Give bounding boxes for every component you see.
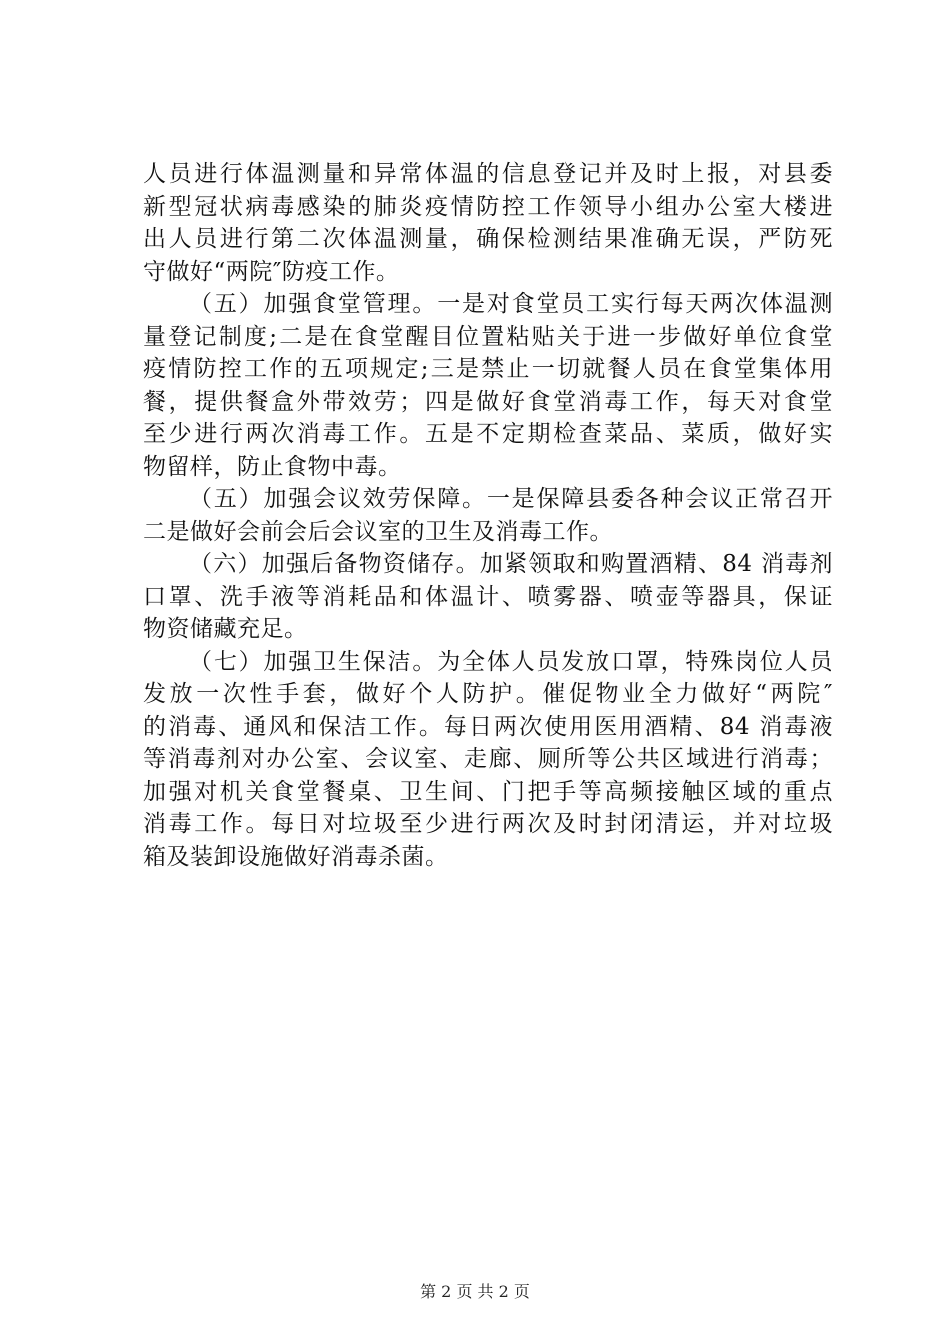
paragraph-line: （六）加强后备物资储存。加紧领取和购置酒精、84 消毒剂 xyxy=(189,551,833,577)
paragraph-line: 发放一次性手套，做好个人防护。催促物业全力做好“两院″ xyxy=(143,681,833,707)
paragraph-line: 口罩、洗手液等消耗品和体温计、喷雾器、喷壶等器具，保证 xyxy=(143,583,833,610)
paragraph-line: 物留样，防止食物中毒。 xyxy=(143,453,402,480)
paragraph-line: （五）加强食堂管理。一是对食堂员工实行每天两次体温测 xyxy=(189,291,833,317)
page-number-footer: 第 2 页 共 2 页 xyxy=(420,1282,530,1301)
paragraph-line: 餐，提供餐盒外带效劳；四是做好食堂消毒工作，每天对食堂 xyxy=(143,388,833,415)
paragraph-line: 等消毒剂对办公室、会议室、走廊、厕所等公共区域进行消毒； xyxy=(143,746,833,772)
paragraph-line: 守做好“两院″防疫工作。 xyxy=(143,258,400,285)
paragraph-line: 消毒工作。每日对垃圾至少进行两次及时封闭清运，并对垃圾 xyxy=(143,811,833,837)
document-body xyxy=(143,158,833,873)
paragraph-line: 新型冠状病毒感染的肺炎疫情防控工作领导小组办公室大楼进 xyxy=(143,193,833,220)
paragraph-line: 加强对机关食堂餐桌、卫生间、门把手等高频接触区域的重点 xyxy=(143,778,833,805)
paragraph-line: 疫情防控工作的五项规定;三是禁止一切就餐人员在食堂集体用 xyxy=(143,356,833,382)
paragraph-line: 至少进行两次消毒工作。五是不定期检查菜品、菜质，做好实 xyxy=(143,421,833,447)
paragraph-line: （七）加强卫生保洁。为全体人员发放口罩，特殊岗位人员 xyxy=(189,648,833,675)
paragraph-line: 量登记制度;二是在食堂醒目位置粘贴关于进一步做好单位食堂 xyxy=(143,323,833,350)
paragraph-line: 出人员进行第二次体温测量，确保检测结果准确无误，严防死 xyxy=(143,226,833,252)
paragraph-line: 人员进行体温测量和异常体温的信息登记并及时上报，对县委 xyxy=(143,161,833,187)
paragraph-line: 的消毒、通风和保洁工作。每日两次使用医用酒精、84 消毒液 xyxy=(143,713,833,740)
paragraph-line: （五）加强会议效劳保障。一是保障县委各种会议正常召开 xyxy=(189,486,833,512)
paragraph-line: 箱及装卸设施做好消毒杀菌。 xyxy=(143,843,449,870)
paragraph-line: 二是做好会前会后会议室的卫生及消毒工作。 xyxy=(143,518,613,545)
paragraph-line: 物资储藏充足。 xyxy=(143,616,308,642)
